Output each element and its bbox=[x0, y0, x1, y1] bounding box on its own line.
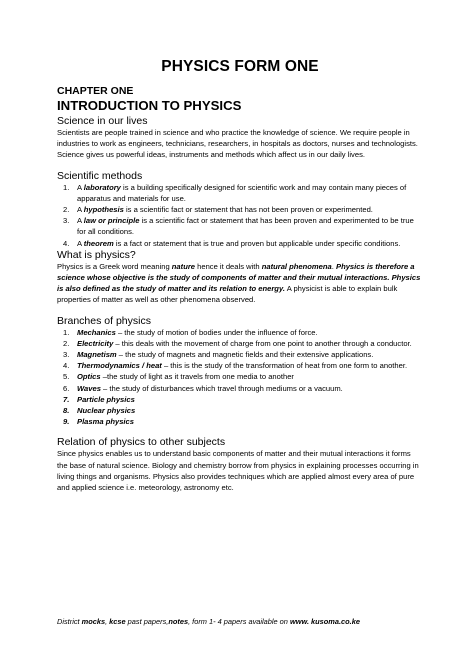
intro-heading: INTRODUCTION TO PHYSICS bbox=[57, 98, 242, 113]
list-item: 8. Nuclear physics bbox=[63, 406, 136, 416]
methods-list bbox=[57, 182, 423, 249]
list-item: 2. Electricity – this deals with the movement of charge from one point to another through a conductor. bbox=[63, 338, 412, 348]
document-page bbox=[57, 58, 423, 493]
list-item: 7. Particle physics bbox=[63, 394, 135, 404]
science-paragraph: Scientists are people trained in science and who practice the knowledge of science. We require people in industries to work as engineers, technicians, researchers, in hospitals as doctors, nurses and technologists. Science gives us powerful ideas, instruments and methods which affect us in our daily lives. bbox=[57, 128, 418, 160]
relation-heading: Relation of physics to other subjects bbox=[57, 436, 226, 449]
branches-heading: Branches of physics bbox=[57, 314, 151, 327]
document-title: PHYSICS FORM ONE bbox=[161, 58, 319, 75]
list-item: 4. Thermodynamics / heat – this is the study of the transformation of heat from one form to another. bbox=[63, 361, 408, 371]
what-heading: What is physics? bbox=[57, 248, 136, 261]
what-paragraph: Physics is a Greek word meaning nature hence it deals with natural phenomena. Physics is therefore a science whose objective is the study of components of matter and their mutual interactions. Physics is also defined as the study of matter and its relation to energy. A physicist is able to explain bulk properties of matter as well as other phenomena observed. bbox=[57, 261, 421, 305]
list-item: 3. Magnetism – the study of magnets and magnetic fields and their extensive applications. bbox=[63, 350, 374, 360]
list-item: 6. Waves – the study of disturbances which travel through mediums or a vacuum. bbox=[63, 383, 343, 393]
science-heading: Science in our lives bbox=[57, 115, 148, 127]
list-item: 1. Mechanics – the study of motion of bodies under the influence of force. bbox=[63, 327, 318, 337]
list-item: 5. Optics –the study of light as it travels from one media to another bbox=[63, 372, 294, 382]
list-item: 3. A law or principle is a scientific fact or statement that has been proven and experimented to be true for all conditions. bbox=[63, 216, 414, 237]
term: theorem bbox=[83, 238, 114, 248]
list-item: 9. Plasma physics bbox=[63, 417, 134, 427]
list-item: 4. A theorem is a fact or statement that is true and proven but applicable under specific conditions. bbox=[63, 238, 401, 248]
branches-list bbox=[57, 327, 423, 428]
term: hypothesis bbox=[83, 205, 124, 215]
footer-note: District mocks, kcse past papers,notes, form 1- 4 papers available on www. kusoma.co.ke bbox=[57, 617, 360, 626]
website-link[interactable]: www. kusoma.co.ke bbox=[289, 617, 360, 626]
methods-heading: Scientific methods bbox=[57, 169, 143, 182]
term: law or principle bbox=[83, 216, 140, 226]
relation-paragraph: Since physics enables us to understand basic components of matter and their mutual interactions it forms the base of natural science. Biology and chemistry borrow from physics in explaining processes occurring in living things and organisms. Physics also provides techniques which are applied almost every area of pure and applied science i.e. meteorology, astronomy etc. bbox=[57, 449, 419, 493]
chapter-label: CHAPTER ONE bbox=[57, 85, 134, 97]
term: laboratory bbox=[83, 182, 121, 192]
list-item: 2. A hypothesis is a scientific fact or statement that has not been proven or experimented. bbox=[63, 205, 373, 215]
list-item: 1. A laboratory is a building specifically designed for scientific work and may contain many pieces of apparatus and materials for use. bbox=[63, 182, 407, 203]
